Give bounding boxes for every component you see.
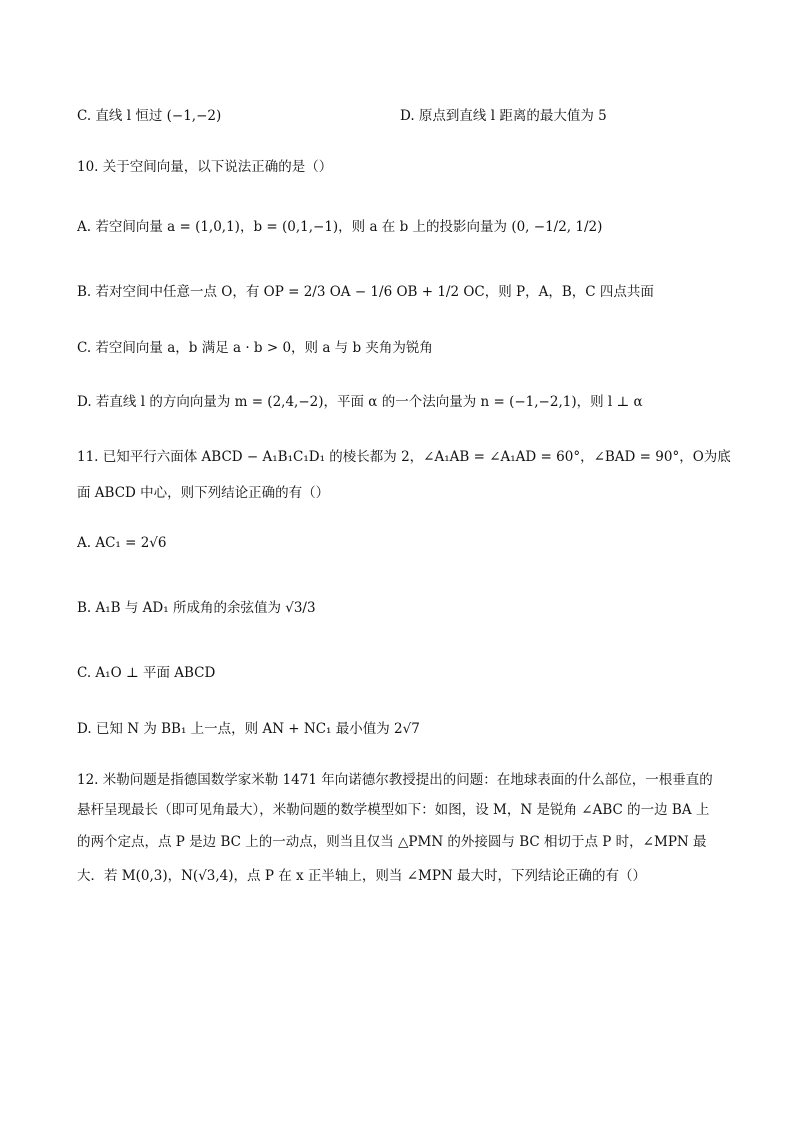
q11-option-c: C. A₁O ⊥ 平面 ABCD [77,665,216,681]
q12-line3: 的两个定点，点 P 是边 BC 上的一动点，则当且仅当 △PMN 的外接圆与 BC 相切于点 P 时，∠MPN 最 [77,834,707,850]
q12-line2: 悬杆呈现最长（即可见角最大），米勒问题的数学模型如下：如图，设 M，N 是锐角 ∠ABC 的一边 BA 上 [77,802,710,818]
q11-stem-line2: 面 ABCD 中心，则下列结论正确的有（） [77,485,330,501]
q11-option-b: B. A₁B 与 AD₁ 所成角的余弦值为 √3/3 [77,600,316,616]
q10-option-d: D. 若直线 l 的方向向量为 m = (2,4,−2)，平面 α 的一个法向量为 n = (−1,−2,1)，则 l ⊥ α [77,394,643,410]
q10-option-a: A. 若空间向量 a = (1,0,1)，b = (0,1,−1)，则 a 在 b 上的投影向量为 (0, −1/2, 1/2) [77,219,603,235]
q12-line1: 12. 米勒问题是指德国数学家米勒 1471 年向诺德尔教授提出的问题：在地球表面的什么部位，一根垂直的 [77,772,713,788]
q9-option-c: C. 直线 l 恒过 (−1,−2) [77,108,222,124]
q10-option-b: B. 若对空间中任意一点 O，有 OP = 2/3 OA − 1/6 OB + 1/2 OC，则 P，A，B，C 四点共面 [77,284,654,300]
q12-line4: 大．若 M(0,3)，N(√3,4)，点 P 在 x 正半轴上，则当 ∠MPN 最大时，下列结论正确的有（） [77,868,647,884]
q11-stem-line1: 11. 已知平行六面体 ABCD − A₁B₁C₁D₁ 的棱长都为 2，∠A₁AB = ∠A₁AD = 60°，∠BAD = 90°，O为底 [77,449,731,465]
q9-option-d: D. 原点到直线 l 距离的最大值为 5 [400,108,607,124]
q10-stem: 10. 关于空间向量，以下说法正确的是（） [77,159,333,175]
q11-option-d: D. 已知 N 为 BB₁ 上一点，则 AN + NC₁ 最小值为 2√7 [77,721,420,737]
q10-option-c: C. 若空间向量 a，b 满足 a · b > 0，则 a 与 b 夹角为锐角 [77,340,433,356]
q11-option-a: A. AC₁ = 2√6 [77,535,167,551]
